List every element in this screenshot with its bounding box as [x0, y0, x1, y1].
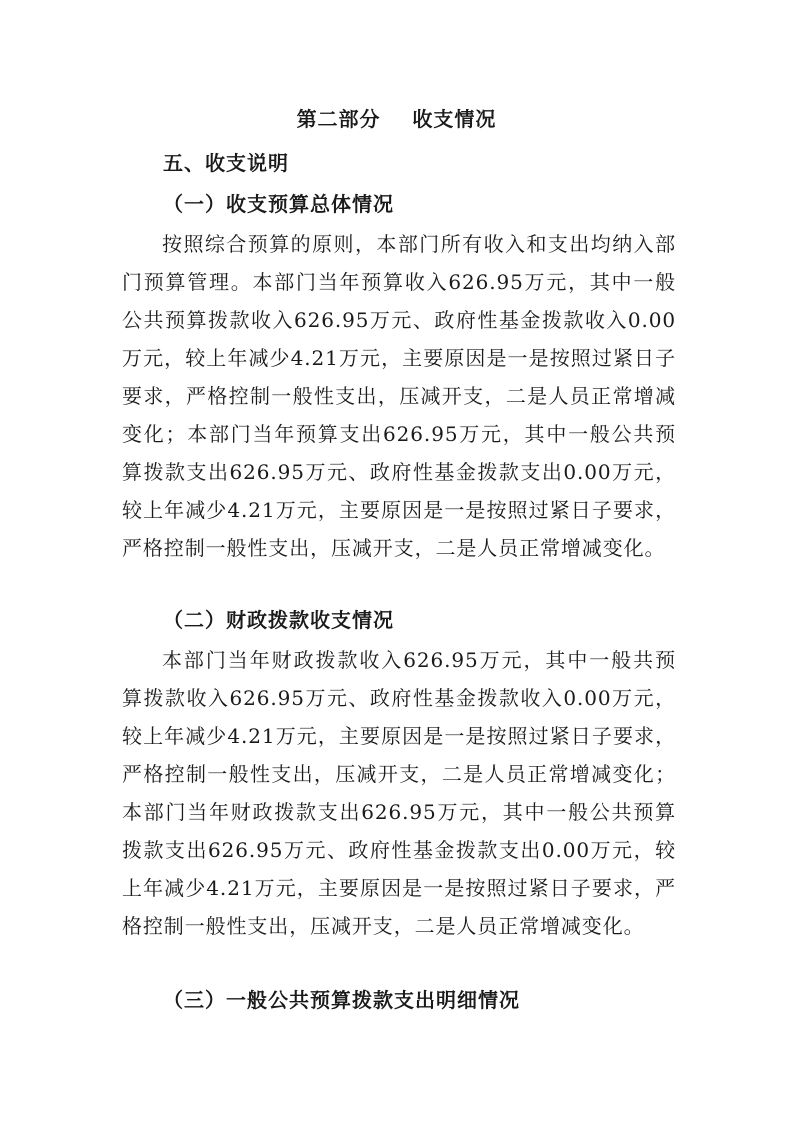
subsection-heading-2: （二）财政拨款收支情况	[163, 608, 394, 632]
subsection-body-2: 本部门当年财政拨款收入626.95万元，其中一般共预算拨款收入626.95万元、政府性基金拨款收入0.00万元，较上年减少4.21万元，主要原因是一是按照过紧日子要求，严格控制一般性支出，压减开支，二是人员正常增减变化；本部门当年财政拨款支出626.95万元，其中一般公共预算拨款支出626.95万元、政府性基金拨款支出0.00万元，较上年减少4.21万元，主要原因是一是按照过紧日子要求，严格控制一般性支出，压减开支，二是人员正常增减变化。	[122, 648, 676, 938]
subsection-heading-1: （一）收支预算总体情况	[163, 192, 394, 216]
page-title: 第二部分 收支情况	[296, 107, 497, 131]
section-heading: 五、收支说明	[163, 151, 289, 175]
subsection-heading-3: （三）一般公共预算拨款支出明细情况	[163, 988, 520, 1012]
subsection-body-1: 按照综合预算的原则，本部门所有收入和支出均纳入部门预算管理。本部门当年预算收入626.95万元，其中一般公共预算拨款收入626.95万元、政府性基金拨款收入0.00万元，较上年减少4.21万元，主要原因是一是按照过紧日子要求，严格控制一般性支出，压减开支，二是人员正常增减变化；本部门当年预算支出626.95万元，其中一般公共预算拨款支出626.95万元、政府性基金拨款支出0.00万元，较上年减少4.21万元，主要原因是一是按照过紧日子要求，严格控制一般性支出，压减开支，二是人员正常增减变化。	[122, 232, 676, 560]
